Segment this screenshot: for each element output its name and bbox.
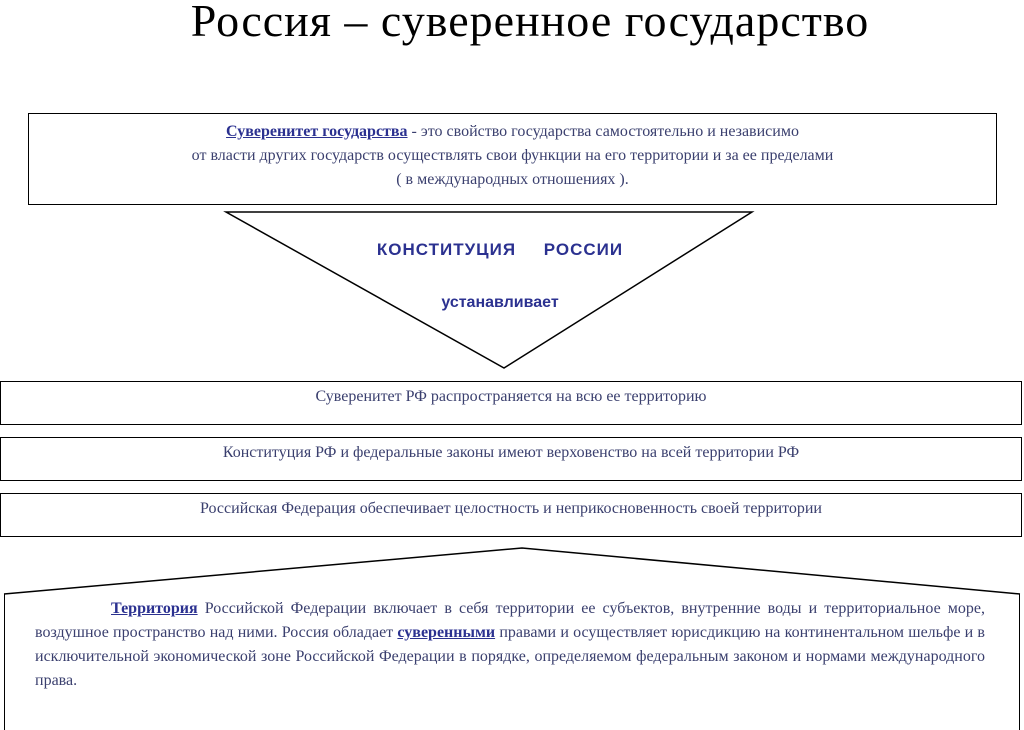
sovereign-term: суверенными: [397, 624, 496, 641]
definition-text-1: - это свойство государства самостоятельно и независимо: [407, 123, 799, 140]
definition-line-2: от власти других государств осуществлять свои функции на его территории и за ее пределами: [191, 147, 834, 164]
territory-roof: [4, 548, 1020, 594]
provision-box-2: [0, 437, 1022, 481]
constitution-triangle: [226, 212, 752, 368]
page-title: Россия – суверенное государство: [190, 0, 870, 46]
provision-box-3: [0, 493, 1022, 537]
definition-line-3: ( в международных отношениях ).: [396, 171, 629, 188]
provision-text-2: Конституция РФ и федеральные законы имеют верховенство на всей территории РФ: [222, 444, 800, 461]
territory-text-2: правами и осуществляет юрисдикцию на континентальном шельфе и в исключительной экономической зоне Российской Федерации в порядке, определяемом федеральным законом и нормами международного права.: [35, 624, 985, 689]
constitution-title: КОНСТИТУЦИЯ РОССИИ: [376, 240, 624, 259]
provision-text-1: Суверенитет РФ распространяется на всю ее территорию: [315, 388, 707, 405]
definition-term: Суверенитет государства: [226, 123, 408, 140]
territory-text-1: Российской Федерации включает в себя территории ее субъектов, внутренние воды и территориальное море, воздушное пространство над ними. Россия обладает: [35, 600, 985, 641]
constitution-subtitle: устанавливает: [441, 294, 559, 311]
provision-text-3: Российская Федерация обеспечивает целостность и неприкосновенность своей территории: [200, 500, 822, 517]
territory-box: [4, 594, 1020, 730]
territory-term: Территория: [111, 600, 198, 617]
provision-box-1: [0, 381, 1022, 425]
